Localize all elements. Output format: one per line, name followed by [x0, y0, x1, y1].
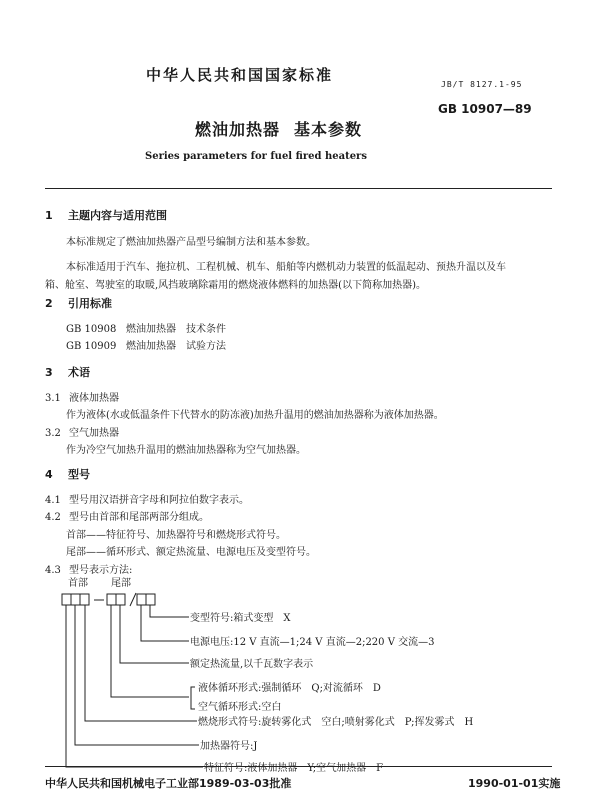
- clause-4-2-tail-definition: 尾部——循环形式、额定热流量、电源电压及变型符号。: [66, 547, 316, 558]
- effective-date: 1990-01-01实施: [468, 777, 561, 790]
- clause-text: 型号表示方法:: [69, 565, 133, 576]
- standard-code-jb: JB/T 8127.1-95: [441, 80, 523, 89]
- slash-separator: [130, 593, 136, 606]
- reference-code: GB 10908: [66, 324, 117, 335]
- section-title: 术语: [68, 366, 90, 379]
- tail-box-voltage: [137, 594, 146, 605]
- clause-text: 型号用汉语拼音字母和阿拉伯数字表示。: [69, 495, 249, 506]
- annotation-heater: 加热器符号:J: [200, 741, 258, 752]
- annotation-air-circulation: 空气循环形式:空白: [198, 702, 282, 713]
- clause-4-2-head-definition: 首部——特征符号、加热器符号和燃烧形式符号。: [66, 530, 286, 541]
- standard-title: 中华人民共和国国家标准: [146, 66, 334, 84]
- annotation-voltage: 电源电压:12 V 直流—1;24 V 直流—2;220 V 交流—3: [190, 637, 435, 648]
- annotation-variant: 变型符号:箱式变型 X: [190, 613, 291, 624]
- section-number: 4: [45, 468, 53, 481]
- leader-heater: [75, 605, 199, 745]
- tail-box-heat-flow: [116, 594, 125, 605]
- section-1-paragraph-1: 本标准规定了燃油加热器产品型号编制方法和基本参数。: [66, 237, 316, 248]
- reference-title: 燃油加热器 技术条件: [126, 324, 226, 335]
- annotation-combustion: 燃烧形式符号:旋转雾化式 空白;喷射雾化式 P;挥发雾式 H: [198, 717, 474, 728]
- annotation-feature: 特征符号:液体加热器 Y;空气加热器 F: [204, 763, 384, 774]
- term-title: 液体加热器: [69, 393, 119, 404]
- term-number: 3.2: [45, 428, 61, 439]
- term-number: 3.1: [45, 393, 61, 404]
- section-number: 2: [45, 297, 53, 310]
- term-3-2-definition: 作为冷空气加热升温用的燃油加热器称为空气加热器。: [66, 445, 306, 456]
- section-1-paragraph-2-line-2: 箱、舱室、驾驶室的取暖,风挡玻璃除霜用的燃烧液体燃料的加热器(以下简称加热器)。: [45, 280, 426, 291]
- leader-voltage: [141, 605, 189, 641]
- head-box-combustion: [80, 594, 89, 605]
- leader-variant: [150, 605, 189, 617]
- section-number: 1: [45, 209, 53, 222]
- reference-title: 燃油加热器 试验方法: [126, 341, 226, 352]
- head-box-heater: [71, 594, 80, 605]
- section-1-paragraph-2-line-1: 本标准适用于汽车、拖拉机、工程机械、机车、船舶等内燃机动力装置的低温起动、预热升温以及车: [66, 262, 506, 273]
- section-number: 3: [45, 366, 53, 379]
- clause-number: 4.3: [45, 565, 61, 576]
- footer-rule: [45, 766, 552, 767]
- standard-code-gb: GB 10907—89: [438, 102, 532, 116]
- english-subtitle: Series parameters for fuel fired heaters: [145, 151, 367, 162]
- tail-box-variant: [146, 594, 155, 605]
- diagram-label-tail: 尾部: [111, 578, 131, 589]
- annotation-liquid-circulation: 液体循环形式:强制循环 Q;对流循环 D: [198, 683, 381, 694]
- section-title: 引用标准: [68, 297, 112, 310]
- tail-box-circulation: [107, 594, 116, 605]
- circulation-bracket: [191, 687, 195, 709]
- annotation-heat-flow: 额定热流量,以千瓦数字表示: [190, 659, 314, 670]
- approval-line: 中华人民共和国机械电子工业部1989-03-03批准: [45, 777, 292, 790]
- clause-number: 4.1: [45, 495, 61, 506]
- leader-circulation: [111, 605, 189, 697]
- clause-text: 型号由首部和尾部两部分组成。: [69, 512, 209, 523]
- document-title-part1: 燃油加热器: [195, 120, 281, 139]
- document-title-part2: 基本参数: [294, 120, 363, 139]
- reference-code: GB 10909: [66, 341, 117, 352]
- leader-feature: [66, 605, 203, 767]
- diagram-label-head: 首部: [68, 578, 88, 589]
- term-3-1-definition: 作为液体(水或低温条件下代替水的防冻液)加热升温用的燃油加热器称为液体加热器。: [66, 410, 444, 421]
- term-title: 空气加热器: [69, 428, 119, 439]
- clause-number: 4.2: [45, 512, 61, 523]
- leader-heat-flow: [120, 605, 189, 663]
- section-title: 型号: [68, 468, 90, 481]
- section-title: 主题内容与适用范围: [68, 209, 167, 222]
- head-box-feature: [62, 594, 71, 605]
